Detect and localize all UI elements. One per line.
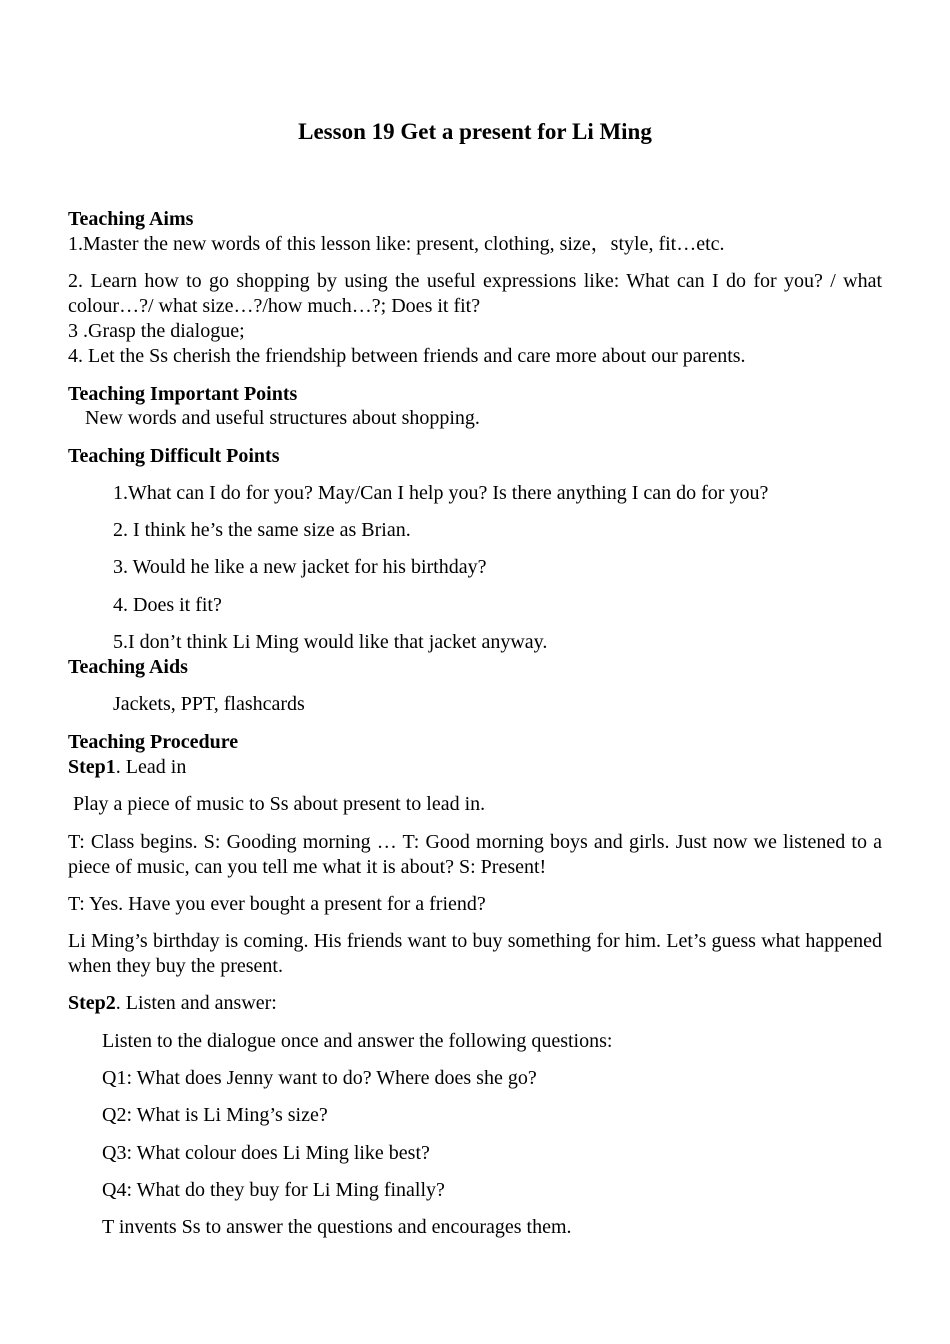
aims-item-3: 3 .Grasp the dialogue; (68, 320, 245, 342)
important-heading: Teaching Important Points (68, 383, 298, 405)
difficult-item-5: 5.I don’t think Li Ming would like that jacket anyway. (113, 631, 548, 653)
difficult-item-1: 1.What can I do for you? May/Can I help you? Is there anything I can do for you? (113, 482, 769, 504)
step1-title: . Lead in (115, 756, 187, 778)
important-text: New words and useful structures about shopping. (85, 407, 480, 429)
step2-title: . Listen and answer: (115, 992, 277, 1014)
step1-line (68, 755, 882, 780)
aims-item-1: 1.Master the new words of this lesson like: present, clothing, size，style, fit…etc. (68, 233, 725, 255)
step2-question-4: Q4: What do they buy for Li Ming finally? (102, 1179, 445, 1201)
step1-paragraph-3: T: Yes. Have you ever bought a present for a friend? (68, 893, 486, 915)
step2-line-6: T invents Ss to answer the questions and encourages them. (102, 1216, 572, 1238)
step1-paragraph-1: Play a piece of music to Ss about present to lead in. (73, 793, 486, 815)
difficult-heading: Teaching Difficult Points (68, 445, 280, 467)
step2-line-1: Listen to the dialogue once and answer the following questions: (102, 1030, 613, 1052)
procedure-heading: Teaching Procedure (68, 731, 239, 753)
difficult-item-3: 3. Would he like a new jacket for his birthday? (113, 556, 487, 578)
step1-paragraph-4: Li Ming’s birthday is coming. His friends want to buy something for him. Let’s guess what happened when they buy the present. (68, 930, 882, 977)
aims-item-2: 2. Learn how to go shopping by using the useful expressions like: What can I do for you? / what colour…?/ what size…?/how much…?; Does it fit? (68, 270, 882, 317)
step2-label: Step2 (68, 992, 116, 1014)
step1-paragraph-2: T: Class begins. S: Gooding morning … T: Good morning boys and girls. Just now we listened to a piece of music, can you tell me what it is about? S: Present! (68, 831, 882, 878)
aims-heading: Teaching Aims (68, 208, 194, 230)
step2-line (68, 991, 882, 1016)
lesson-title: Lesson 19 Get a present for Li Ming (298, 119, 652, 144)
aids-heading: Teaching Aids (68, 656, 188, 678)
difficult-item-4: 4. Does it fit? (113, 594, 222, 616)
aims-item-4: 4. Let the Ss cherish the friendship between friends and care more about our parents. (68, 345, 746, 367)
difficult-item-2: 2. I think he’s the same size as Brian. (113, 519, 411, 541)
step2-question-2: Q2: What is Li Ming’s size? (102, 1104, 328, 1126)
aids-text: Jackets, PPT, flashcards (113, 693, 305, 715)
step1-label: Step1 (68, 756, 116, 778)
step2-question-1: Q1: What does Jenny want to do? Where does she go? (102, 1067, 537, 1089)
step2-question-3: Q3: What colour does Li Ming like best? (102, 1142, 430, 1164)
